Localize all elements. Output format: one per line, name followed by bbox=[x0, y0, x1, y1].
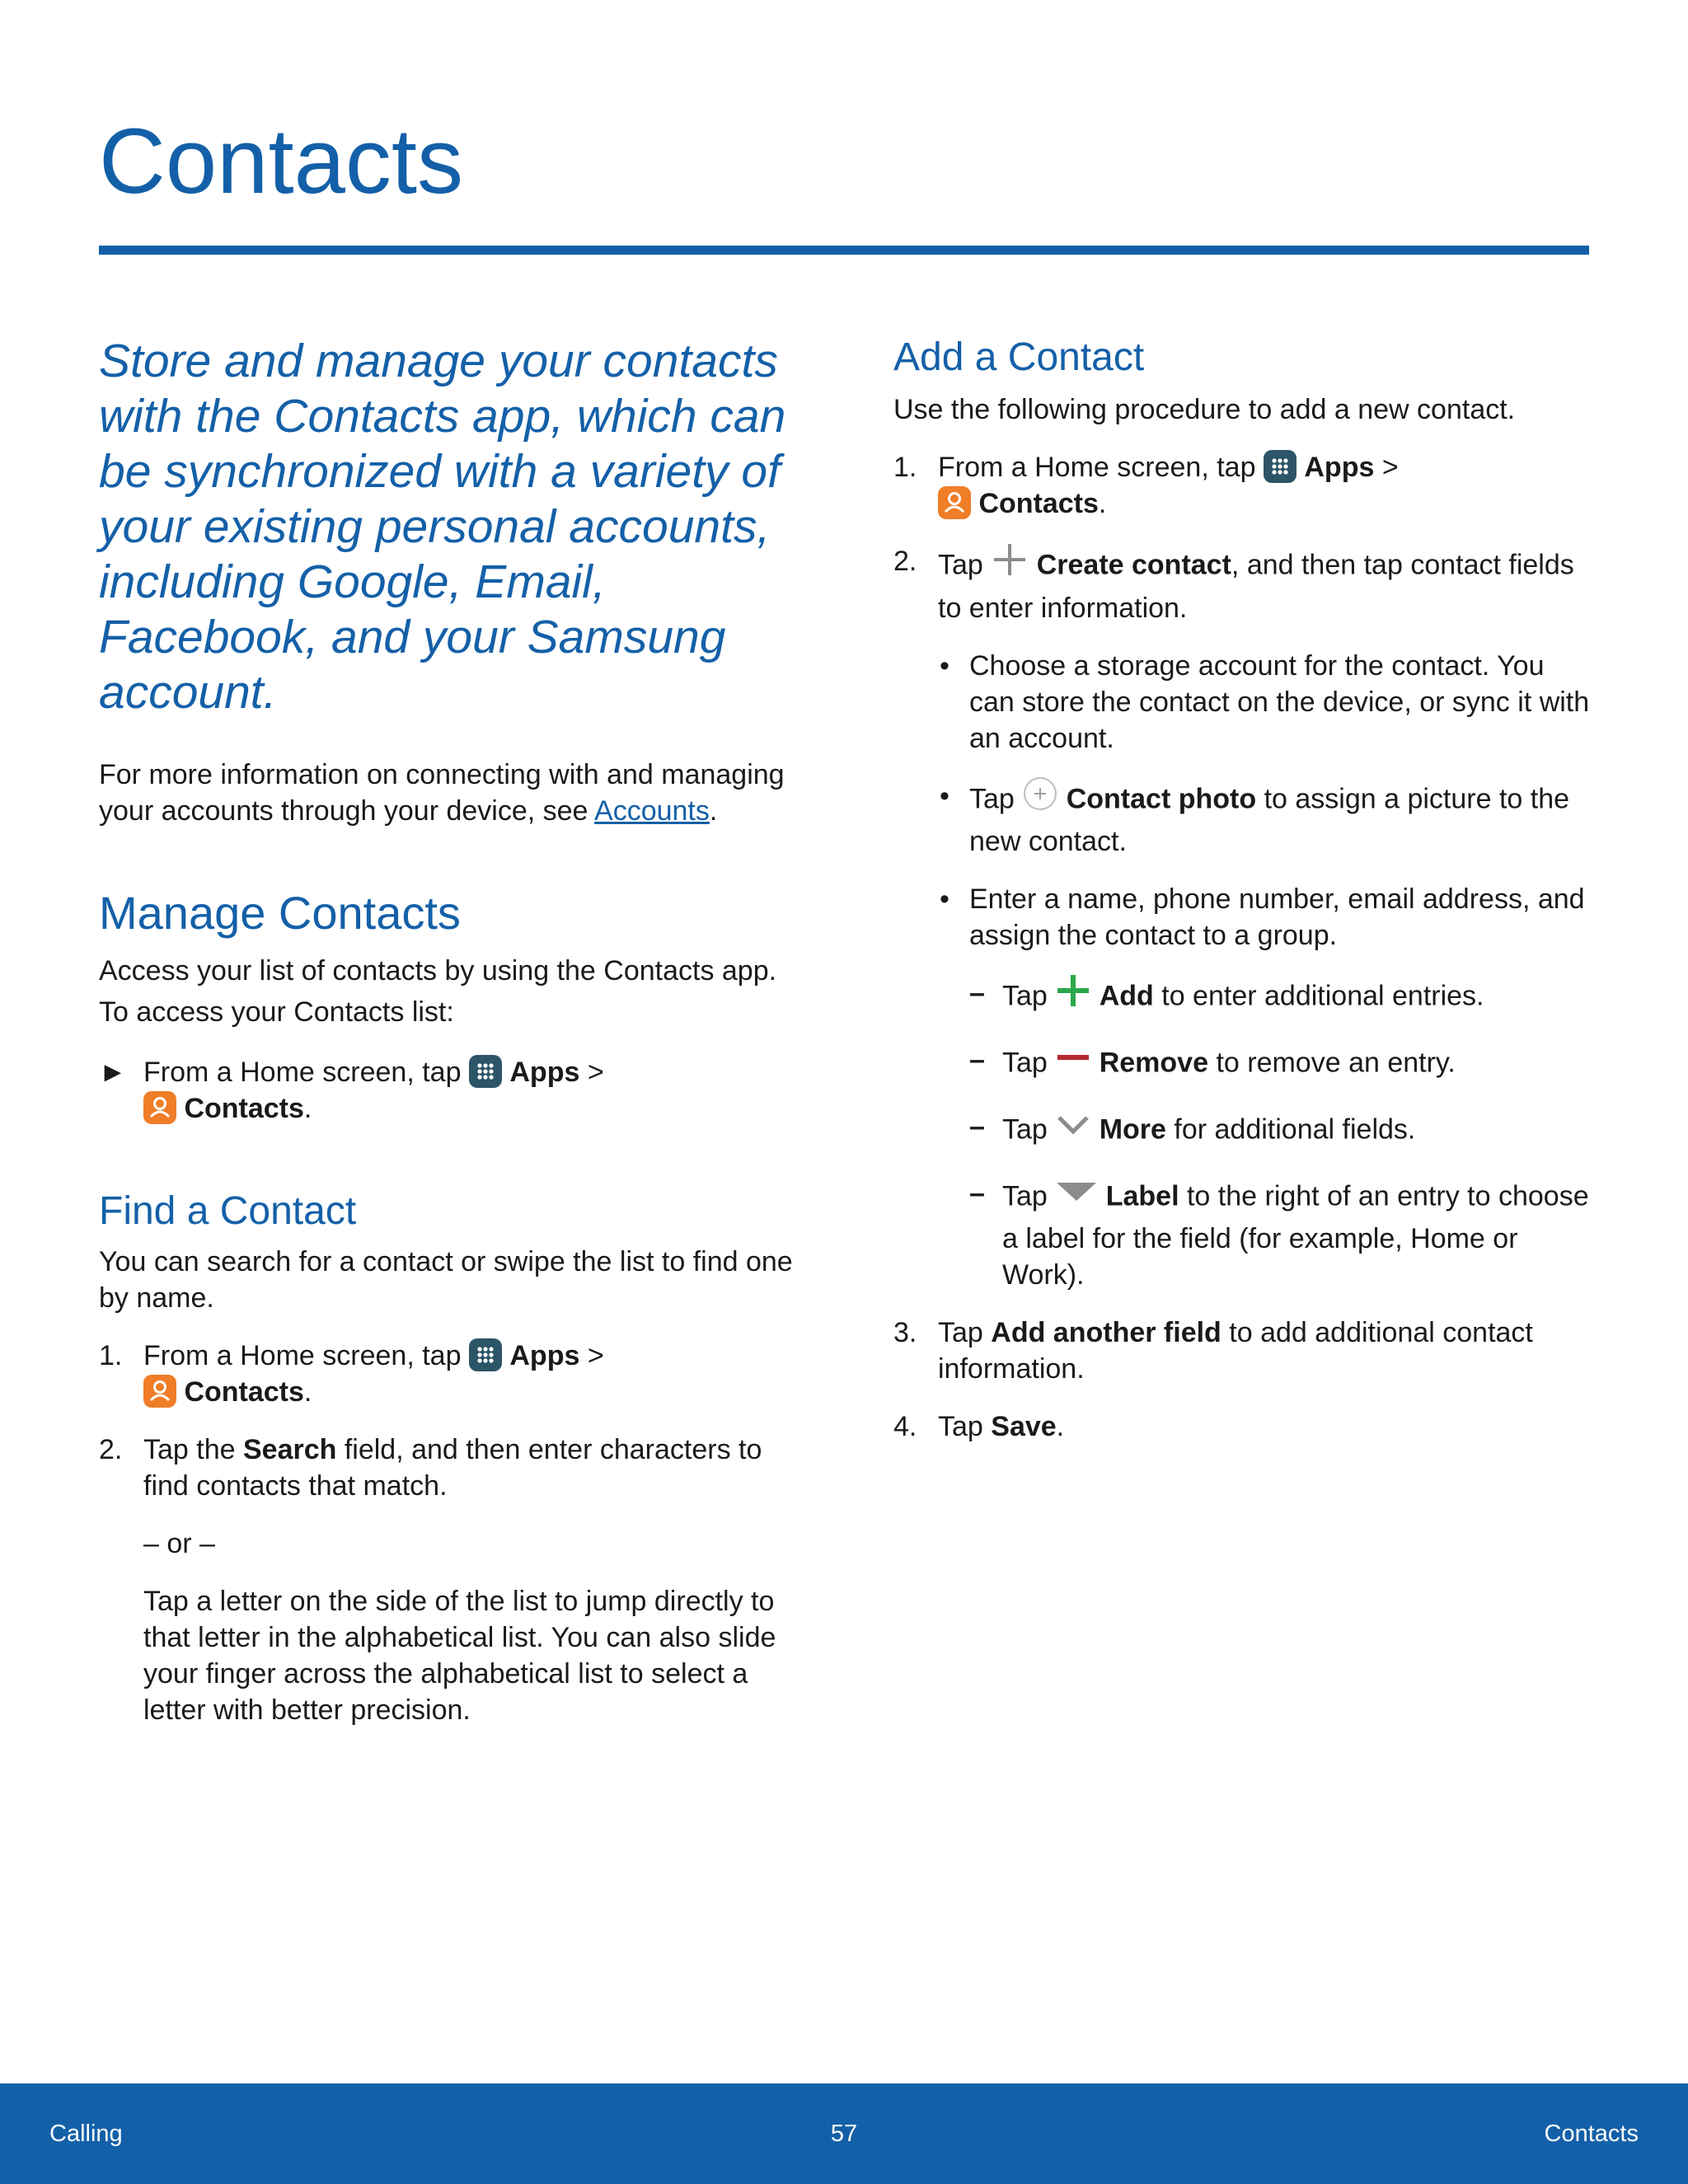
bullet-photo-prefix: Tap bbox=[969, 783, 1023, 815]
add-label: Add bbox=[1099, 980, 1154, 1012]
add-step-4-suffix: . bbox=[1056, 1410, 1065, 1442]
contacts-label: Contacts bbox=[978, 487, 1099, 519]
apps-icon bbox=[1264, 450, 1296, 483]
label-label: Label bbox=[1105, 1180, 1179, 1212]
dash-more-suffix: for additional fields. bbox=[1165, 1113, 1416, 1146]
dash-mark: – bbox=[969, 1043, 985, 1076]
add-step-3-prefix: Tap bbox=[938, 1316, 992, 1348]
add-step-1-text: From a Home screen, tap bbox=[938, 451, 1264, 483]
more-info-text: For more information on connecting with and managing your accounts through your device, see bbox=[99, 759, 785, 827]
step-number: 3. bbox=[893, 1316, 917, 1348]
manage-step-text: From a Home screen, tap bbox=[143, 1057, 469, 1089]
period: . bbox=[303, 1376, 312, 1408]
bullet-storage bbox=[938, 648, 1594, 757]
bullet-mark: • bbox=[940, 780, 950, 812]
search-label: Search bbox=[242, 1433, 337, 1465]
chevron-down-icon bbox=[1055, 1106, 1091, 1151]
footer-section-left: Calling bbox=[49, 2121, 123, 2147]
arrow-marker: ► bbox=[99, 1057, 127, 1089]
dash-label-suffix: to the right of an entry to choose a label for the field (for example, Home or Work). bbox=[1002, 1180, 1589, 1291]
dash-mark: – bbox=[969, 1110, 985, 1142]
dash-add-prefix: Tap bbox=[1002, 980, 1056, 1012]
apps-label: Apps bbox=[509, 1339, 580, 1371]
manage-step bbox=[99, 1054, 799, 1127]
title-rule bbox=[99, 246, 1589, 255]
apps-label: Apps bbox=[509, 1057, 580, 1089]
intro-text: Store and manage your contacts with the Contacts app, which can be synchronized with a variety of your existing personal accounts, including Google, Email, Facebook, and your Samsung account. bbox=[99, 335, 786, 719]
add-step-3-suffix: to add additional contact information. bbox=[938, 1316, 1533, 1385]
bullet-storage-text: Choose a storage account for the contact. You can store the contact on the device, or sync it with an account. bbox=[969, 649, 1590, 754]
add-step-2-suffix: , and then tap contact fields to enter information. bbox=[938, 549, 1574, 624]
create-contact-label: Create contact bbox=[1036, 549, 1231, 581]
bullet-name-text: Enter a name, phone number, email address, and assign the contact to a group. bbox=[969, 883, 1585, 951]
step-number: 4. bbox=[893, 1410, 917, 1442]
find-step-1 bbox=[99, 1338, 799, 1410]
accounts-link[interactable]: Accounts bbox=[594, 795, 710, 827]
dash-more bbox=[969, 1108, 1594, 1154]
add-icon bbox=[1055, 972, 1091, 1018]
dash-remove bbox=[969, 1042, 1594, 1087]
bullet-photo-suffix: to assign a picture to the new contact. bbox=[969, 783, 1570, 857]
contacts-icon bbox=[143, 1375, 176, 1408]
more-info-paragraph bbox=[99, 757, 799, 829]
add-step-3 bbox=[893, 1315, 1594, 1387]
manage-contacts-heading: Manage Contacts bbox=[99, 887, 461, 939]
add-contact-text: Use the following procedure to add a new contact. bbox=[893, 393, 1516, 425]
add-contact-heading: Add a Contact bbox=[893, 335, 1145, 379]
apps-icon bbox=[469, 1338, 502, 1371]
apps-icon bbox=[469, 1055, 502, 1088]
add-step-4 bbox=[893, 1408, 1594, 1445]
contacts-label: Contacts bbox=[184, 1376, 304, 1408]
step-number: 2. bbox=[99, 1433, 123, 1465]
remove-label: Remove bbox=[1099, 1047, 1208, 1079]
footer-section-right: Contacts bbox=[1544, 2121, 1639, 2147]
page-title: Contacts bbox=[99, 110, 463, 213]
contacts-icon bbox=[938, 486, 971, 519]
gt-sign: > bbox=[579, 1057, 604, 1089]
find-step-2 bbox=[99, 1432, 799, 1728]
dash-remove-prefix: Tap bbox=[1002, 1047, 1056, 1079]
add-photo-icon bbox=[1022, 776, 1058, 821]
remove-icon bbox=[1055, 1039, 1091, 1085]
alternative-text: Tap a letter on the side of the list to jump directly to that letter in the alphabetical list. You can also slide your finger across the alphabetical list to select a letter with better precision. bbox=[143, 1585, 776, 1726]
contacts-label: Contacts bbox=[184, 1093, 304, 1125]
step-number: 1. bbox=[99, 1339, 123, 1371]
find-step-1-text: From a Home screen, tap bbox=[143, 1339, 469, 1371]
add-step-1 bbox=[893, 449, 1594, 522]
period: . bbox=[303, 1093, 312, 1125]
manage-contacts-text: Access your list of contacts by using the Contacts app. To access your Contacts list: bbox=[99, 955, 777, 1029]
dash-label-prefix: Tap bbox=[1002, 1180, 1056, 1212]
more-label: More bbox=[1099, 1113, 1166, 1146]
step-number: 2. bbox=[893, 545, 917, 577]
period: . bbox=[1098, 487, 1107, 519]
or-separator: – or – bbox=[143, 1527, 215, 1559]
add-step-4-prefix: Tap bbox=[938, 1410, 992, 1442]
page-number: 57 bbox=[830, 2121, 858, 2147]
bullet-name bbox=[938, 881, 1594, 1293]
dash-mark: – bbox=[969, 977, 985, 1009]
plus-icon bbox=[991, 541, 1029, 588]
add-step-2 bbox=[893, 543, 1594, 1293]
contact-photo-label: Contact photo bbox=[1066, 783, 1257, 815]
gt-sign: > bbox=[579, 1339, 604, 1371]
step-number: 1. bbox=[893, 451, 917, 483]
dash-add-suffix: to enter additional entries. bbox=[1153, 980, 1484, 1012]
gt-sign: > bbox=[1374, 451, 1399, 483]
find-contact-heading: Find a Contact bbox=[99, 1189, 357, 1234]
dash-label bbox=[969, 1175, 1594, 1293]
left-column bbox=[99, 334, 799, 1728]
apps-label: Apps bbox=[1304, 451, 1375, 483]
bullet-mark: • bbox=[940, 649, 950, 682]
right-column bbox=[893, 334, 1594, 1445]
footer-bar bbox=[0, 2083, 1688, 2184]
bullet-mark: • bbox=[940, 883, 950, 915]
dash-add bbox=[969, 975, 1594, 1020]
bullet-photo bbox=[938, 778, 1594, 860]
add-another-field-label: Add another field bbox=[991, 1316, 1221, 1348]
dash-more-prefix: Tap bbox=[1002, 1113, 1056, 1146]
triangle-down-icon bbox=[1055, 1173, 1098, 1218]
contacts-icon bbox=[143, 1091, 176, 1124]
save-label: Save bbox=[991, 1410, 1057, 1442]
dash-mark: – bbox=[969, 1177, 985, 1209]
more-info-suffix: . bbox=[709, 795, 718, 827]
dash-remove-suffix: to remove an entry. bbox=[1208, 1047, 1456, 1079]
find-contact-text: You can search for a contact or swipe the list to find one by name. bbox=[99, 1245, 793, 1314]
find-step-2-suffix: field, and then enter characters to find contacts that match. bbox=[143, 1433, 762, 1502]
find-step-2-prefix: Tap the bbox=[143, 1433, 243, 1465]
add-step-2-prefix: Tap bbox=[938, 549, 992, 581]
